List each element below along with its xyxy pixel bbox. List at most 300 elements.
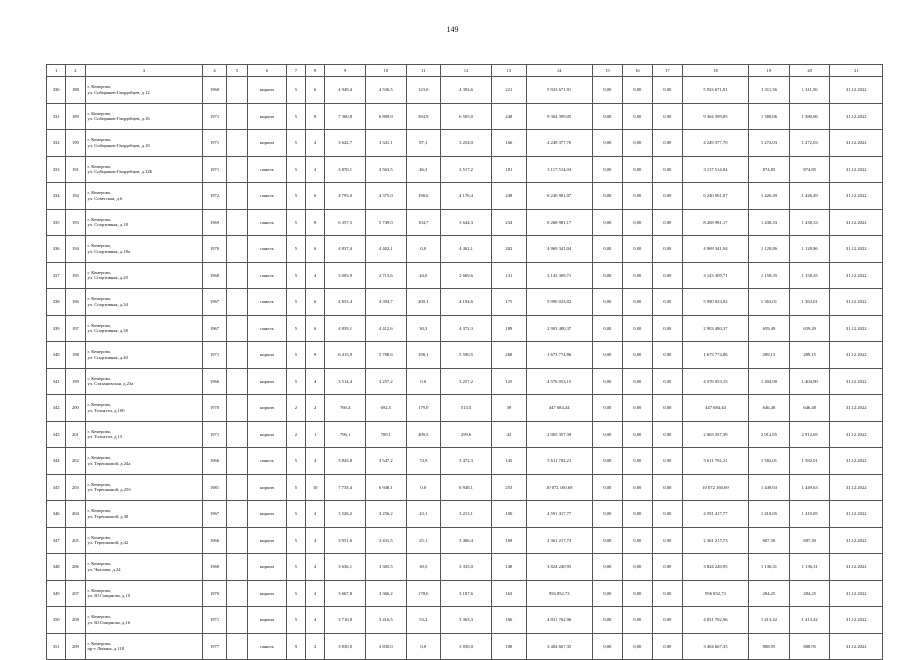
- table-cell: 0,00: [592, 580, 622, 607]
- table-cell: 6: [306, 289, 325, 316]
- column-header: 12: [440, 65, 491, 77]
- table-cell: 31.12.2022: [830, 315, 883, 342]
- table-cell: 5: [286, 448, 305, 475]
- table-cell: 796,1: [325, 421, 366, 448]
- table-cell: [226, 527, 247, 554]
- table-cell: 31.12.2022: [830, 395, 883, 422]
- address-line: ул. Спортивная, д.40: [87, 354, 128, 360]
- table-cell: 3 117 514,04: [682, 156, 748, 183]
- table-cell: 709,1: [365, 421, 406, 448]
- table-cell: 74,9: [406, 448, 440, 475]
- table-cell: 3 254,0: [440, 130, 491, 157]
- table-cell: 3 143 309,71: [526, 262, 592, 289]
- table-cell: 8 268 981,17: [526, 209, 592, 236]
- table-cell: 2 065 357,39: [526, 421, 592, 448]
- table-cell: 0,00: [622, 580, 652, 607]
- address-cell: [85, 580, 203, 607]
- address-cell: [85, 77, 203, 104]
- table-cell: 30,3: [406, 315, 440, 342]
- table-cell: 0,0: [406, 474, 440, 501]
- table-cell: 4: [306, 554, 325, 581]
- table-cell: 333: [47, 156, 66, 183]
- table-cell: 1 128,86: [789, 236, 830, 263]
- table-cell: 9 364 399,05: [682, 103, 748, 130]
- table-cell: 0,00: [652, 474, 682, 501]
- table-cell: 659,49: [749, 315, 790, 342]
- table-cell: 3 003,9: [325, 262, 366, 289]
- table-cell: 31.12.2022: [830, 554, 883, 581]
- table-cell: 4 969 341,04: [682, 236, 748, 263]
- table-cell: 1966: [203, 368, 227, 395]
- table-cell: 284,25: [749, 580, 790, 607]
- address-line: г. Кемерово,: [87, 614, 112, 620]
- table-cell: 4 853,4: [325, 289, 366, 316]
- table-cell: 0,00: [622, 448, 652, 475]
- column-header: 7: [286, 65, 305, 77]
- column-header: 9: [325, 65, 366, 77]
- table-cell: 4 969 341,04: [526, 236, 592, 263]
- table-cell: 1 582,01: [749, 448, 790, 475]
- table-cell: 30,5: [406, 554, 440, 581]
- address-cell: [85, 209, 203, 236]
- table-cell: 332: [47, 130, 66, 157]
- table-cell: 31.12.2022: [830, 501, 883, 528]
- table-cell: 31.12.2022: [830, 77, 883, 104]
- address-line: г. Кемерово,: [87, 216, 112, 222]
- table-cell: 1 363,01: [789, 289, 830, 316]
- address-cell: [85, 554, 203, 581]
- table-cell: 189: [492, 315, 526, 342]
- table-cell: [226, 448, 247, 475]
- table-cell: 0,00: [652, 77, 682, 104]
- table-cell: 9: [286, 633, 305, 660]
- column-header: 21: [830, 65, 883, 77]
- table-cell: 31.12.2022: [830, 156, 883, 183]
- table-cell: 0,00: [652, 236, 682, 263]
- table-cell: [226, 580, 247, 607]
- table-cell: [226, 633, 247, 660]
- column-header: 14: [526, 65, 592, 77]
- address-cell: [85, 130, 203, 157]
- table-cell: 349: [47, 580, 66, 607]
- table-row: [47, 554, 883, 581]
- table-cell: 8: [306, 209, 325, 236]
- address-line: ул. Тольятти, д.15: [87, 434, 123, 440]
- table-cell: 331: [47, 103, 66, 130]
- column-header: 20: [789, 65, 830, 77]
- table-cell: 659,49: [789, 315, 830, 342]
- table-cell: 31.12.2022: [830, 130, 883, 157]
- table-cell: 4: [306, 368, 325, 395]
- address-line: г. Кемерово,: [87, 296, 112, 302]
- address-cell: [85, 501, 203, 528]
- table-cell: 7 360,8: [325, 103, 366, 130]
- table-cell: 2 361 217,73: [682, 527, 748, 554]
- table-cell: 4 249 377,70: [682, 130, 748, 157]
- table-cell: 1 380,06: [749, 103, 790, 130]
- address-line: г. Кемерово,: [87, 190, 112, 196]
- address-cell: [85, 368, 203, 395]
- table-cell: 0,00: [652, 262, 682, 289]
- header-row: [47, 65, 883, 77]
- table-cell: 31.12.2022: [830, 527, 883, 554]
- table-cell: 1 311,56: [749, 77, 790, 104]
- table-cell: 8: [306, 103, 325, 130]
- table-cell: 0,0: [406, 236, 440, 263]
- table-cell: 5 590,5: [440, 342, 491, 369]
- table-cell: 5: [286, 501, 305, 528]
- table-cell: 5 923 671,91: [682, 77, 748, 104]
- address-cell: [85, 342, 203, 369]
- table-cell: [226, 368, 247, 395]
- table-cell: 1967: [203, 289, 227, 316]
- column-header: 3: [85, 65, 203, 77]
- column-header: 13: [492, 65, 526, 77]
- table-cell: 5 611 702,21: [526, 448, 592, 475]
- table-cell: 2 903 480,37: [526, 315, 592, 342]
- table-cell: 4: [306, 607, 325, 634]
- table-cell: 2 713,6: [365, 262, 406, 289]
- table-cell: 178,6: [406, 580, 440, 607]
- table-cell: 0,00: [622, 368, 652, 395]
- table-row: [47, 474, 883, 501]
- table-row: [47, 236, 883, 263]
- table-cell: 0,00: [592, 209, 622, 236]
- table-row: [47, 633, 883, 660]
- table-cell: 3 824 240,95: [682, 554, 748, 581]
- address-cell: [85, 156, 203, 183]
- table-cell: 253: [492, 474, 526, 501]
- table-cell: 3 514,4: [325, 368, 366, 395]
- address-line: г. Кемерово,: [87, 587, 112, 593]
- table-cell: 192: [66, 183, 85, 210]
- table-cell: 6 357,5: [325, 209, 366, 236]
- table-cell: 0,00: [622, 421, 652, 448]
- table-cell: 166: [492, 607, 526, 634]
- table-cell: 203: [66, 474, 85, 501]
- table-cell: 1 272,03: [749, 130, 790, 157]
- table-cell: 1 673 774,86: [682, 342, 748, 369]
- table-cell: 0,00: [652, 554, 682, 581]
- address-cell: [85, 289, 203, 316]
- table-cell: 5 990 023,02: [526, 289, 592, 316]
- table-cell: 195: [66, 262, 85, 289]
- table-cell: 1970: [203, 580, 227, 607]
- table-cell: [226, 607, 247, 634]
- column-header: 11: [406, 65, 440, 77]
- table-cell: 409,5: [406, 421, 440, 448]
- table-cell: 348: [47, 554, 66, 581]
- table-cell: 0,00: [652, 448, 682, 475]
- table-body: [47, 77, 883, 660]
- table-cell: 46,3: [406, 156, 440, 183]
- table-cell: 4: [306, 156, 325, 183]
- table-cell: 1981: [203, 474, 227, 501]
- table-cell: 1968: [203, 262, 227, 289]
- table-cell: 1971: [203, 156, 227, 183]
- address-line: ул. Терешковой, д.38: [87, 513, 129, 519]
- table-cell: 284,25: [789, 580, 830, 607]
- table-cell: 6 240 901,07: [526, 183, 592, 210]
- table-cell: 0,00: [622, 607, 652, 634]
- address-cell: [85, 633, 203, 660]
- table-cell: 200,1: [406, 289, 440, 316]
- table-cell: 188: [66, 77, 85, 104]
- table-cell: 1971: [203, 130, 227, 157]
- table-cell: 189: [66, 103, 85, 130]
- table-cell: 1960: [203, 77, 227, 104]
- table-cell: 0,00: [652, 130, 682, 157]
- table-cell: 4 831 762,96: [526, 607, 592, 634]
- table-cell: 3 843,8: [325, 448, 366, 475]
- table-cell: 0,00: [622, 130, 652, 157]
- table-cell: 289,15: [789, 342, 830, 369]
- table-cell: 338: [47, 289, 66, 316]
- table-cell: 1968: [203, 554, 227, 581]
- table-cell: 3 365,5: [365, 554, 406, 581]
- table-cell: 168: [492, 527, 526, 554]
- table-cell: 1971: [203, 607, 227, 634]
- table-cell: 8 268 981,17: [682, 209, 748, 236]
- table-cell: 31.12.2022: [830, 262, 883, 289]
- address-line: ул. Спортивная, д.18а: [87, 248, 130, 254]
- table-cell: кирпич: [248, 395, 287, 422]
- table-cell: кирпич: [248, 580, 287, 607]
- table-cell: 337: [47, 262, 66, 289]
- address-line: ул. Ю.Смирнова, д.16: [87, 619, 131, 625]
- table-cell: 351: [47, 633, 66, 660]
- table-cell: 3 363,3: [440, 607, 491, 634]
- table-cell: 166: [492, 130, 526, 157]
- table-cell: 148: [492, 554, 526, 581]
- table-cell: 0,00: [622, 156, 652, 183]
- table-cell: 346: [47, 501, 66, 528]
- table-cell: 1966: [203, 448, 227, 475]
- table-cell: 198,6: [406, 183, 440, 210]
- column-header: 18: [682, 65, 748, 77]
- table-cell: 1972: [203, 183, 227, 210]
- table-cell: 4 837,4: [325, 236, 366, 263]
- table-cell: 0,00: [592, 474, 622, 501]
- table-row: [47, 262, 883, 289]
- table-cell: 1 404,90: [789, 368, 830, 395]
- address-cell: [85, 474, 203, 501]
- table-cell: 25,1: [406, 527, 440, 554]
- table-row: [47, 368, 883, 395]
- table-cell: 1971: [203, 103, 227, 130]
- address-line: ул. Терешковой, д.24а: [87, 460, 131, 466]
- address-line: ул. Терешковой, д.42: [87, 540, 129, 546]
- table-cell: 31.12.2022: [830, 342, 883, 369]
- table-cell: кирпич: [248, 103, 287, 130]
- table-cell: 3 406,4: [440, 527, 491, 554]
- table-cell: 289,15: [749, 342, 790, 369]
- table-cell: 3 830,0: [365, 633, 406, 660]
- table-cell: 31.12.2022: [830, 289, 883, 316]
- address-line: ул. Чкалова, д.24: [87, 566, 121, 572]
- table-cell: кирпич: [248, 342, 287, 369]
- table-cell: 9 364 399,05: [526, 103, 592, 130]
- table-cell: 3 341,1: [365, 130, 406, 157]
- table-cell: 42: [492, 421, 526, 448]
- table-cell: 1977: [203, 633, 227, 660]
- address-cell: [85, 183, 203, 210]
- table-cell: 335: [47, 209, 66, 236]
- table-cell: 3 143 309,71: [682, 262, 748, 289]
- table-cell: 53,2: [406, 607, 440, 634]
- table-cell: 4 576 053,15: [526, 368, 592, 395]
- table-cell: 3 416,5: [365, 607, 406, 634]
- table-cell: панель: [248, 183, 287, 210]
- table-cell: 0,00: [622, 209, 652, 236]
- table-cell: 5: [286, 77, 305, 104]
- table-cell: 1 158,35: [789, 262, 830, 289]
- address-line: ул. Ю.Смирнова, д.10: [87, 593, 131, 599]
- address-line: г. Кемерово,: [87, 243, 112, 249]
- table-row: [47, 342, 883, 369]
- table-cell: [226, 342, 247, 369]
- table-cell: 513,5: [440, 395, 491, 422]
- table-cell: 0,00: [622, 262, 652, 289]
- table-cell: 4 372,3: [440, 315, 491, 342]
- table-cell: 6 505,0: [440, 103, 491, 130]
- table-cell: 646,48: [789, 395, 830, 422]
- table-cell: 3 710,8: [325, 607, 366, 634]
- table-cell: 202: [66, 448, 85, 475]
- table-cell: 4: [306, 448, 325, 475]
- table-cell: 5 749,0: [365, 209, 406, 236]
- table-cell: панель: [248, 236, 287, 263]
- table-cell: 108: [492, 633, 526, 660]
- table-cell: 1 410,05: [749, 501, 790, 528]
- table-cell: 1 272,03: [789, 130, 830, 157]
- table-cell: 1 673 774,86: [526, 342, 592, 369]
- table-cell: 10 072 160,69: [682, 474, 748, 501]
- column-header: 1: [47, 65, 66, 77]
- table-cell: 4 402,1: [440, 236, 491, 263]
- table-cell: 0,00: [622, 474, 652, 501]
- table-cell: 31.12.2022: [830, 607, 883, 634]
- table-cell: 1 410,05: [789, 501, 830, 528]
- table-cell: 0,00: [622, 103, 652, 130]
- table-cell: 447 684,44: [682, 395, 748, 422]
- table-cell: 123,0: [406, 77, 440, 104]
- table-cell: 268: [492, 342, 526, 369]
- table-cell: 6: [306, 315, 325, 342]
- address-line: ул. Спортивная, д.18: [87, 222, 128, 228]
- table-cell: 248: [492, 183, 526, 210]
- table-cell: 1967: [203, 501, 227, 528]
- table-row: [47, 580, 883, 607]
- table-cell: 0,00: [592, 183, 622, 210]
- table-cell: 0,0: [406, 368, 440, 395]
- table-cell: 31.12.2022: [830, 209, 883, 236]
- table-cell: 0,00: [652, 633, 682, 660]
- table-cell: 10: [306, 474, 325, 501]
- table-cell: 0,00: [622, 633, 652, 660]
- table-cell: 0,00: [592, 236, 622, 263]
- table-cell: 5: [286, 209, 305, 236]
- table-row: [47, 77, 883, 104]
- table-cell: кирпич: [248, 527, 287, 554]
- table-row: [47, 395, 883, 422]
- address-line: г. Кемерово,: [87, 163, 112, 169]
- table-cell: 248: [492, 103, 526, 130]
- table-cell: 0,00: [592, 262, 622, 289]
- address-line: ул. Спортивная, д.20: [87, 275, 128, 281]
- table-cell: 100: [492, 501, 526, 528]
- table-cell: 0,00: [592, 156, 622, 183]
- table-cell: 0,00: [652, 421, 682, 448]
- table-cell: 43,1: [406, 501, 440, 528]
- table-cell: 0,00: [652, 342, 682, 369]
- table-cell: 2 903 480,37: [682, 315, 748, 342]
- column-header: 8: [306, 65, 325, 77]
- table-cell: кирпич: [248, 368, 287, 395]
- address-line: ул. Спортивная, д.38: [87, 328, 128, 334]
- column-header: 10: [365, 65, 406, 77]
- address-line: г. Кемерово,: [87, 110, 112, 116]
- table-cell: 347: [47, 527, 66, 554]
- table-cell: панель: [248, 262, 287, 289]
- table-cell: 0,00: [592, 289, 622, 316]
- address-line: г. Кемерово,: [87, 428, 112, 434]
- table-cell: панель: [248, 209, 287, 236]
- table-cell: кирпич: [248, 77, 287, 104]
- table-cell: [226, 554, 247, 581]
- table-cell: 1970: [203, 236, 227, 263]
- table-cell: 4 402,1: [365, 236, 406, 263]
- table-cell: 181: [492, 156, 526, 183]
- table-cell: 3 256,2: [365, 501, 406, 528]
- table-cell: 31.12.2022: [830, 183, 883, 210]
- column-header: 6: [248, 65, 287, 77]
- address-cell: [85, 421, 203, 448]
- table-cell: панель: [248, 289, 287, 316]
- address-line: г. Кемерово,: [87, 349, 112, 355]
- table-cell: 0,00: [592, 554, 622, 581]
- table-cell: 3 547,2: [365, 448, 406, 475]
- table-cell: 345: [47, 474, 66, 501]
- table-cell: 5: [286, 130, 305, 157]
- address-cell: [85, 395, 203, 422]
- table-cell: 4: [306, 580, 325, 607]
- table-cell: 31.12.2022: [830, 580, 883, 607]
- table-cell: 0,00: [652, 501, 682, 528]
- table-cell: 0,00: [622, 554, 652, 581]
- table-cell: 39: [492, 395, 526, 422]
- table-cell: [226, 474, 247, 501]
- table-cell: 4 576 053,15: [682, 368, 748, 395]
- table-cell: 3 636,1: [325, 554, 366, 581]
- table-cell: 4 392,6: [440, 77, 491, 104]
- table-cell: [226, 77, 247, 104]
- table-cell: 3 404 667,35: [682, 633, 748, 660]
- table-cell: 8: [306, 342, 325, 369]
- table-cell: 3 517,2: [440, 156, 491, 183]
- table-cell: 5: [286, 183, 305, 210]
- table-cell: [226, 421, 247, 448]
- table-cell: кирпич: [248, 421, 287, 448]
- table-cell: 687,30: [749, 527, 790, 554]
- table-cell: 646,48: [749, 395, 790, 422]
- table-cell: 339: [47, 315, 66, 342]
- table-row: [47, 183, 883, 210]
- table-cell: 163: [492, 580, 526, 607]
- table-cell: 201: [66, 421, 85, 448]
- table-cell: 2 912,65: [749, 421, 790, 448]
- table-cell: 0,00: [592, 368, 622, 395]
